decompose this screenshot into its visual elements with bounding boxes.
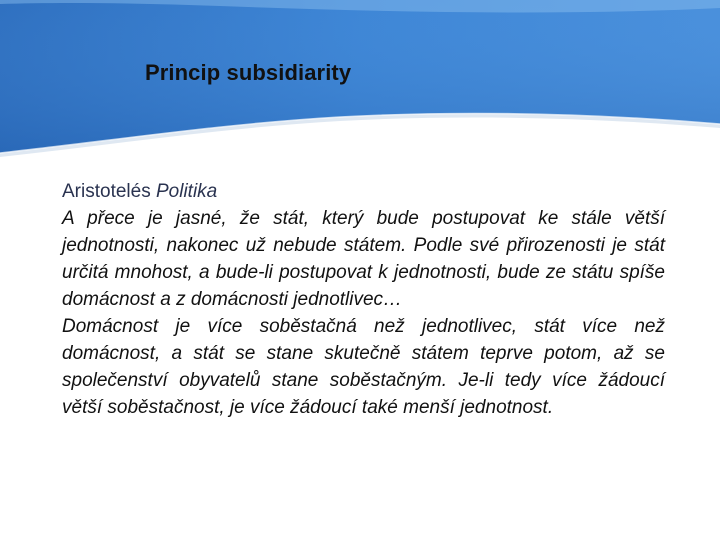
author-name: Aristotelés xyxy=(62,181,151,202)
work-title: Politika xyxy=(155,181,218,202)
slide-body xyxy=(62,178,665,421)
quote-paragraph-2: Domácnost je více soběstačná než jednotlivec, stát více než domácnost, a stát se stane skutečně státem teprve potom, až se společenství obyvatelů stane soběstačným. Je-li tedy více žádoucí větší soběstačnost, je více žádoucí také menší jednotnost. xyxy=(62,316,665,418)
header-wave-decoration xyxy=(0,0,720,160)
quote-paragraph-1: A přece je jasné, že stát, který bude postupovat ke stále větší jednotnosti, nakonec už nebude státem. Podle své přirozenosti je stát určitá mnohost, a bude-li postupovat k jednotnosti, bude ze státu spíše domácnost a z domácnosti jednotlivec… xyxy=(62,208,665,310)
slide-title: Princip subsidiarity xyxy=(145,60,352,85)
source-attribution xyxy=(62,178,665,205)
